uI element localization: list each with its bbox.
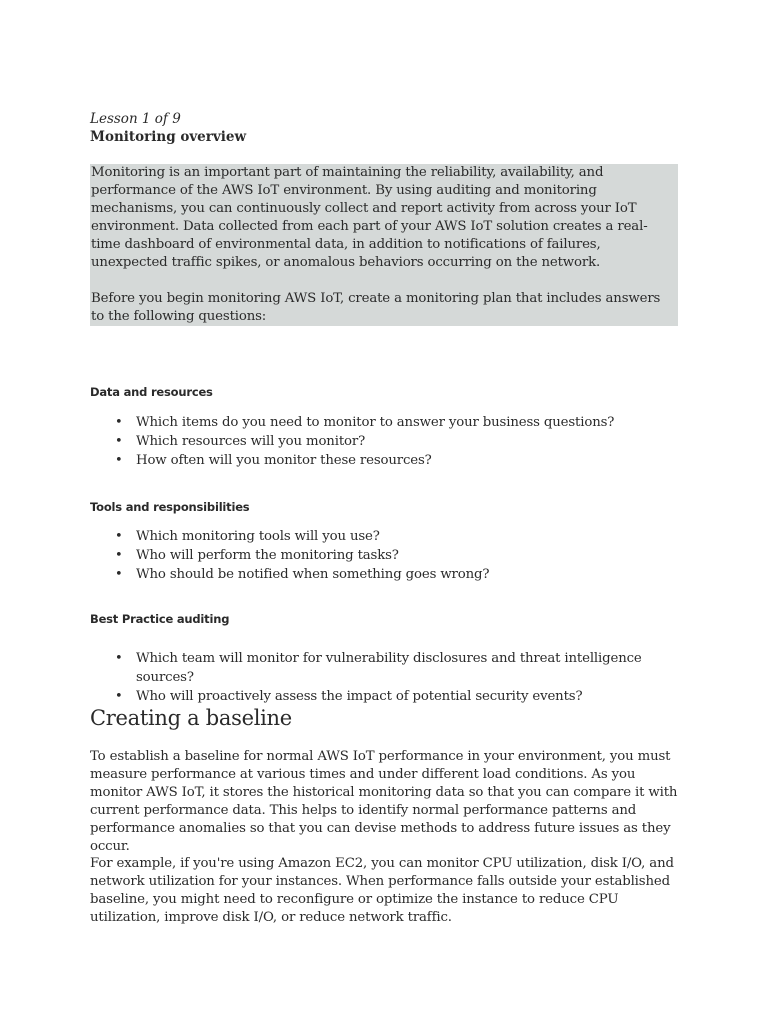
bullet-icon: • xyxy=(115,434,123,449)
bullet-icon: • xyxy=(115,548,123,563)
bullet-icon: • xyxy=(115,651,123,666)
intro-highlight-box xyxy=(90,164,678,326)
list-item: • Which items do you need to monitor to answer your business questions? xyxy=(115,415,615,430)
lesson-counter: Lesson 1 of 9 xyxy=(90,111,181,127)
baseline-heading: Creating a baseline xyxy=(90,706,292,730)
bullet-list-best-practice-auditing xyxy=(90,649,690,706)
bullet-icon: • xyxy=(115,529,123,544)
list-item: • Which team will monitor for vulnerability disclosures and threat intelligence sources? xyxy=(115,651,642,685)
list-item: • How often will you monitor these resources? xyxy=(115,453,432,468)
section-heading-tools-responsibilities: Tools and responsibilities xyxy=(90,500,250,514)
baseline-paragraph-1: To establish a baseline for normal AWS IoT performance in your environment, you must measure performance at various times and under different load conditions. As you monitor AWS IoT, it stores the historical monitoring data so that you can compare it with current performance data. This helps to identify normal performance patterns and performance anomalies so that you can devise methods to address future issues as they occur. xyxy=(90,749,678,854)
section-heading-data-resources: Data and resources xyxy=(90,385,213,399)
list-item: • Who should be notified when something goes wrong? xyxy=(115,567,490,582)
bullet-icon: • xyxy=(115,453,123,468)
list-item: • Which resources will you monitor? xyxy=(115,434,366,449)
list-item: • Who will proactively assess the impact of potential security events? xyxy=(115,689,583,704)
bullet-icon: • xyxy=(115,567,123,582)
intro-paragraph-2: Before you begin monitoring AWS IoT, create a monitoring plan that includes answers to the following questions: xyxy=(91,291,661,324)
intro-paragraph-1: Monitoring is an important part of maintaining the reliability, availability, and performance of the AWS IoT environment. By using auditing and monitoring mechanisms, you can continuously collect and report activity from across your IoT environment. Data collected from each part of your AWS IoT solution creates a real-time dashboard of environmental data, in addition to notifications of failures, unexpected traffic spikes, or anomalous behaviors occurring on the network. xyxy=(91,165,648,270)
bullet-icon: • xyxy=(115,415,123,430)
list-item: • Who will perform the monitoring tasks? xyxy=(115,548,399,563)
section-heading-best-practice-auditing: Best Practice auditing xyxy=(90,612,230,626)
baseline-paragraph-2: For example, if you're using Amazon EC2, you can monitor CPU utilization, disk I/O, and network utilization for your instances. When performance falls outside your established baseline, you might need to reconfigure or optimize the instance to reduce CPU utilization, improve disk I/O, or reduce network traffic. xyxy=(90,856,674,925)
lesson-title: Monitoring overview xyxy=(90,129,247,145)
bullet-list-tools-responsibilities xyxy=(90,527,489,584)
bullet-icon: • xyxy=(115,689,123,704)
bullet-list-data-resources xyxy=(90,413,614,470)
list-item: • Which monitoring tools will you use? xyxy=(115,529,380,544)
